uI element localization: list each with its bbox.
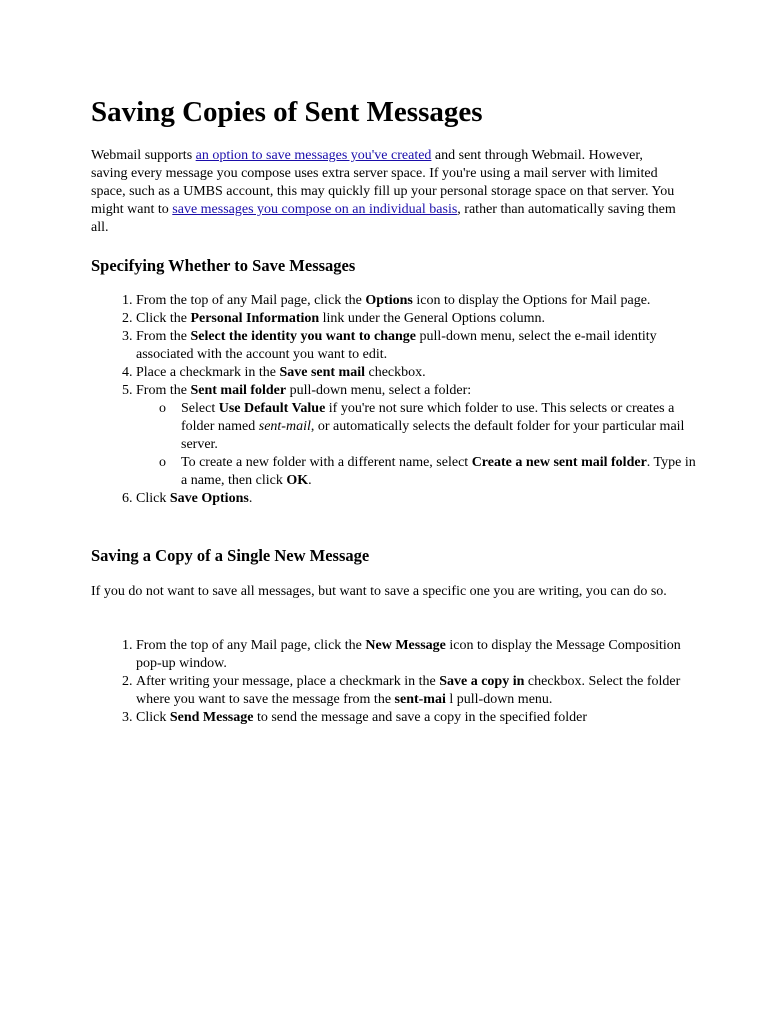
intro-text-3: , rather than automatically saving them all. [91,202,676,235]
step-text: pull-down menu, select a folder: [286,383,472,398]
list-item [136,382,696,490]
step-text: . Type in a name, then click [181,455,696,488]
list-item [136,709,696,727]
single-copy-steps [91,637,696,727]
list-item [136,364,696,382]
step-text: To create a new folder with a different name, select [181,455,472,470]
step-ui-term: Send Message [169,710,254,725]
step-text: From the [136,383,191,398]
intro-text-1: Webmail supports [91,148,196,163]
step-text: Place a checkmark in the [136,365,280,380]
single-copy-intro: If you do not want to save all messages, but want to save a specific one you are writing, you can do so. [91,584,667,599]
step-text: checkbox. Select the folder where you want to save the message from the [136,674,681,707]
step-text: Click [136,491,170,506]
list-item [136,673,696,709]
section-heading-single-copy: Saving a Copy of a Single New Message [91,546,370,565]
save-messages-steps [91,292,696,508]
step-ui-term: Create a new sent mail folder [471,455,647,470]
step-text: checkbox. [365,365,426,380]
step-ui-term: Use Default Value [218,401,326,416]
list-item [136,328,696,364]
step-text: . [308,473,312,488]
sub-list-item [159,454,696,490]
step-text: pull-down menu, select the e-mail identity associated with the account you want to edit. [136,329,657,362]
step-ui-term: Save Options [169,491,249,506]
step-ui-term: Save a copy in [439,674,525,689]
list-item [136,637,696,673]
save-individual-link[interactable]: save messages you compose on an individual basis [172,202,458,217]
step-text: Select [181,401,219,416]
save-option-link[interactable]: an option to save messages you've created [195,148,432,163]
page-title: Saving Copies of Sent Messages [91,96,483,128]
step-text: . [248,491,253,506]
step-text: After writing your message, place a checkmark in the [136,674,440,689]
step-text: Click the [136,311,191,326]
step-ui-term: OK [286,473,309,488]
intro-paragraph [91,147,681,237]
step-text: icon to display the Message Composition pop-up window. [136,638,681,671]
step-text: l pull-down menu. [445,692,553,707]
step-text: From the top of any Mail page, click the [136,293,366,308]
step-text: icon to display the Options for Mail page. [412,293,651,308]
step-text: From the top of any Mail page, click the [136,638,366,653]
step-text: , or automatically selects the default folder for your particular mail server. [181,419,685,452]
step-text: From the [136,329,191,344]
step-ui-term: Select the identity you want to change [190,329,416,344]
step-text: to send the message and save a copy in the specified folder [253,710,588,725]
bullet-marker: o [159,401,166,416]
step-text: link under the General Options column. [319,311,546,326]
step-ui-term: New Message [365,638,446,653]
folder-options-sublist [136,400,696,490]
section-heading-save-messages: Specifying Whether to Save Messages [91,256,356,275]
step-ui-term: Save sent mail [279,365,365,380]
list-item [136,292,696,310]
bullet-marker: o [159,455,166,470]
list-item [136,310,696,328]
folder-name: sent-mail [258,419,311,434]
intro-text-2: and sent through Webmail. However, saving every message you compose uses extra server space. If you're using a mail server with limited space, such as a UMBS account, this may quickly fill up your personal storage space on that server. You might want to [91,148,675,217]
sub-list-item [159,400,696,454]
step-text: if you're not sure which folder to use. This selects or creates a folder named [181,401,675,434]
step-ui-term: sent-mai [394,692,446,707]
step-ui-term: Sent mail folder [190,383,287,398]
list-item [136,490,696,508]
step-text: Click [136,710,170,725]
step-ui-term: Options [365,293,413,308]
step-ui-term: Personal Information [190,311,320,326]
